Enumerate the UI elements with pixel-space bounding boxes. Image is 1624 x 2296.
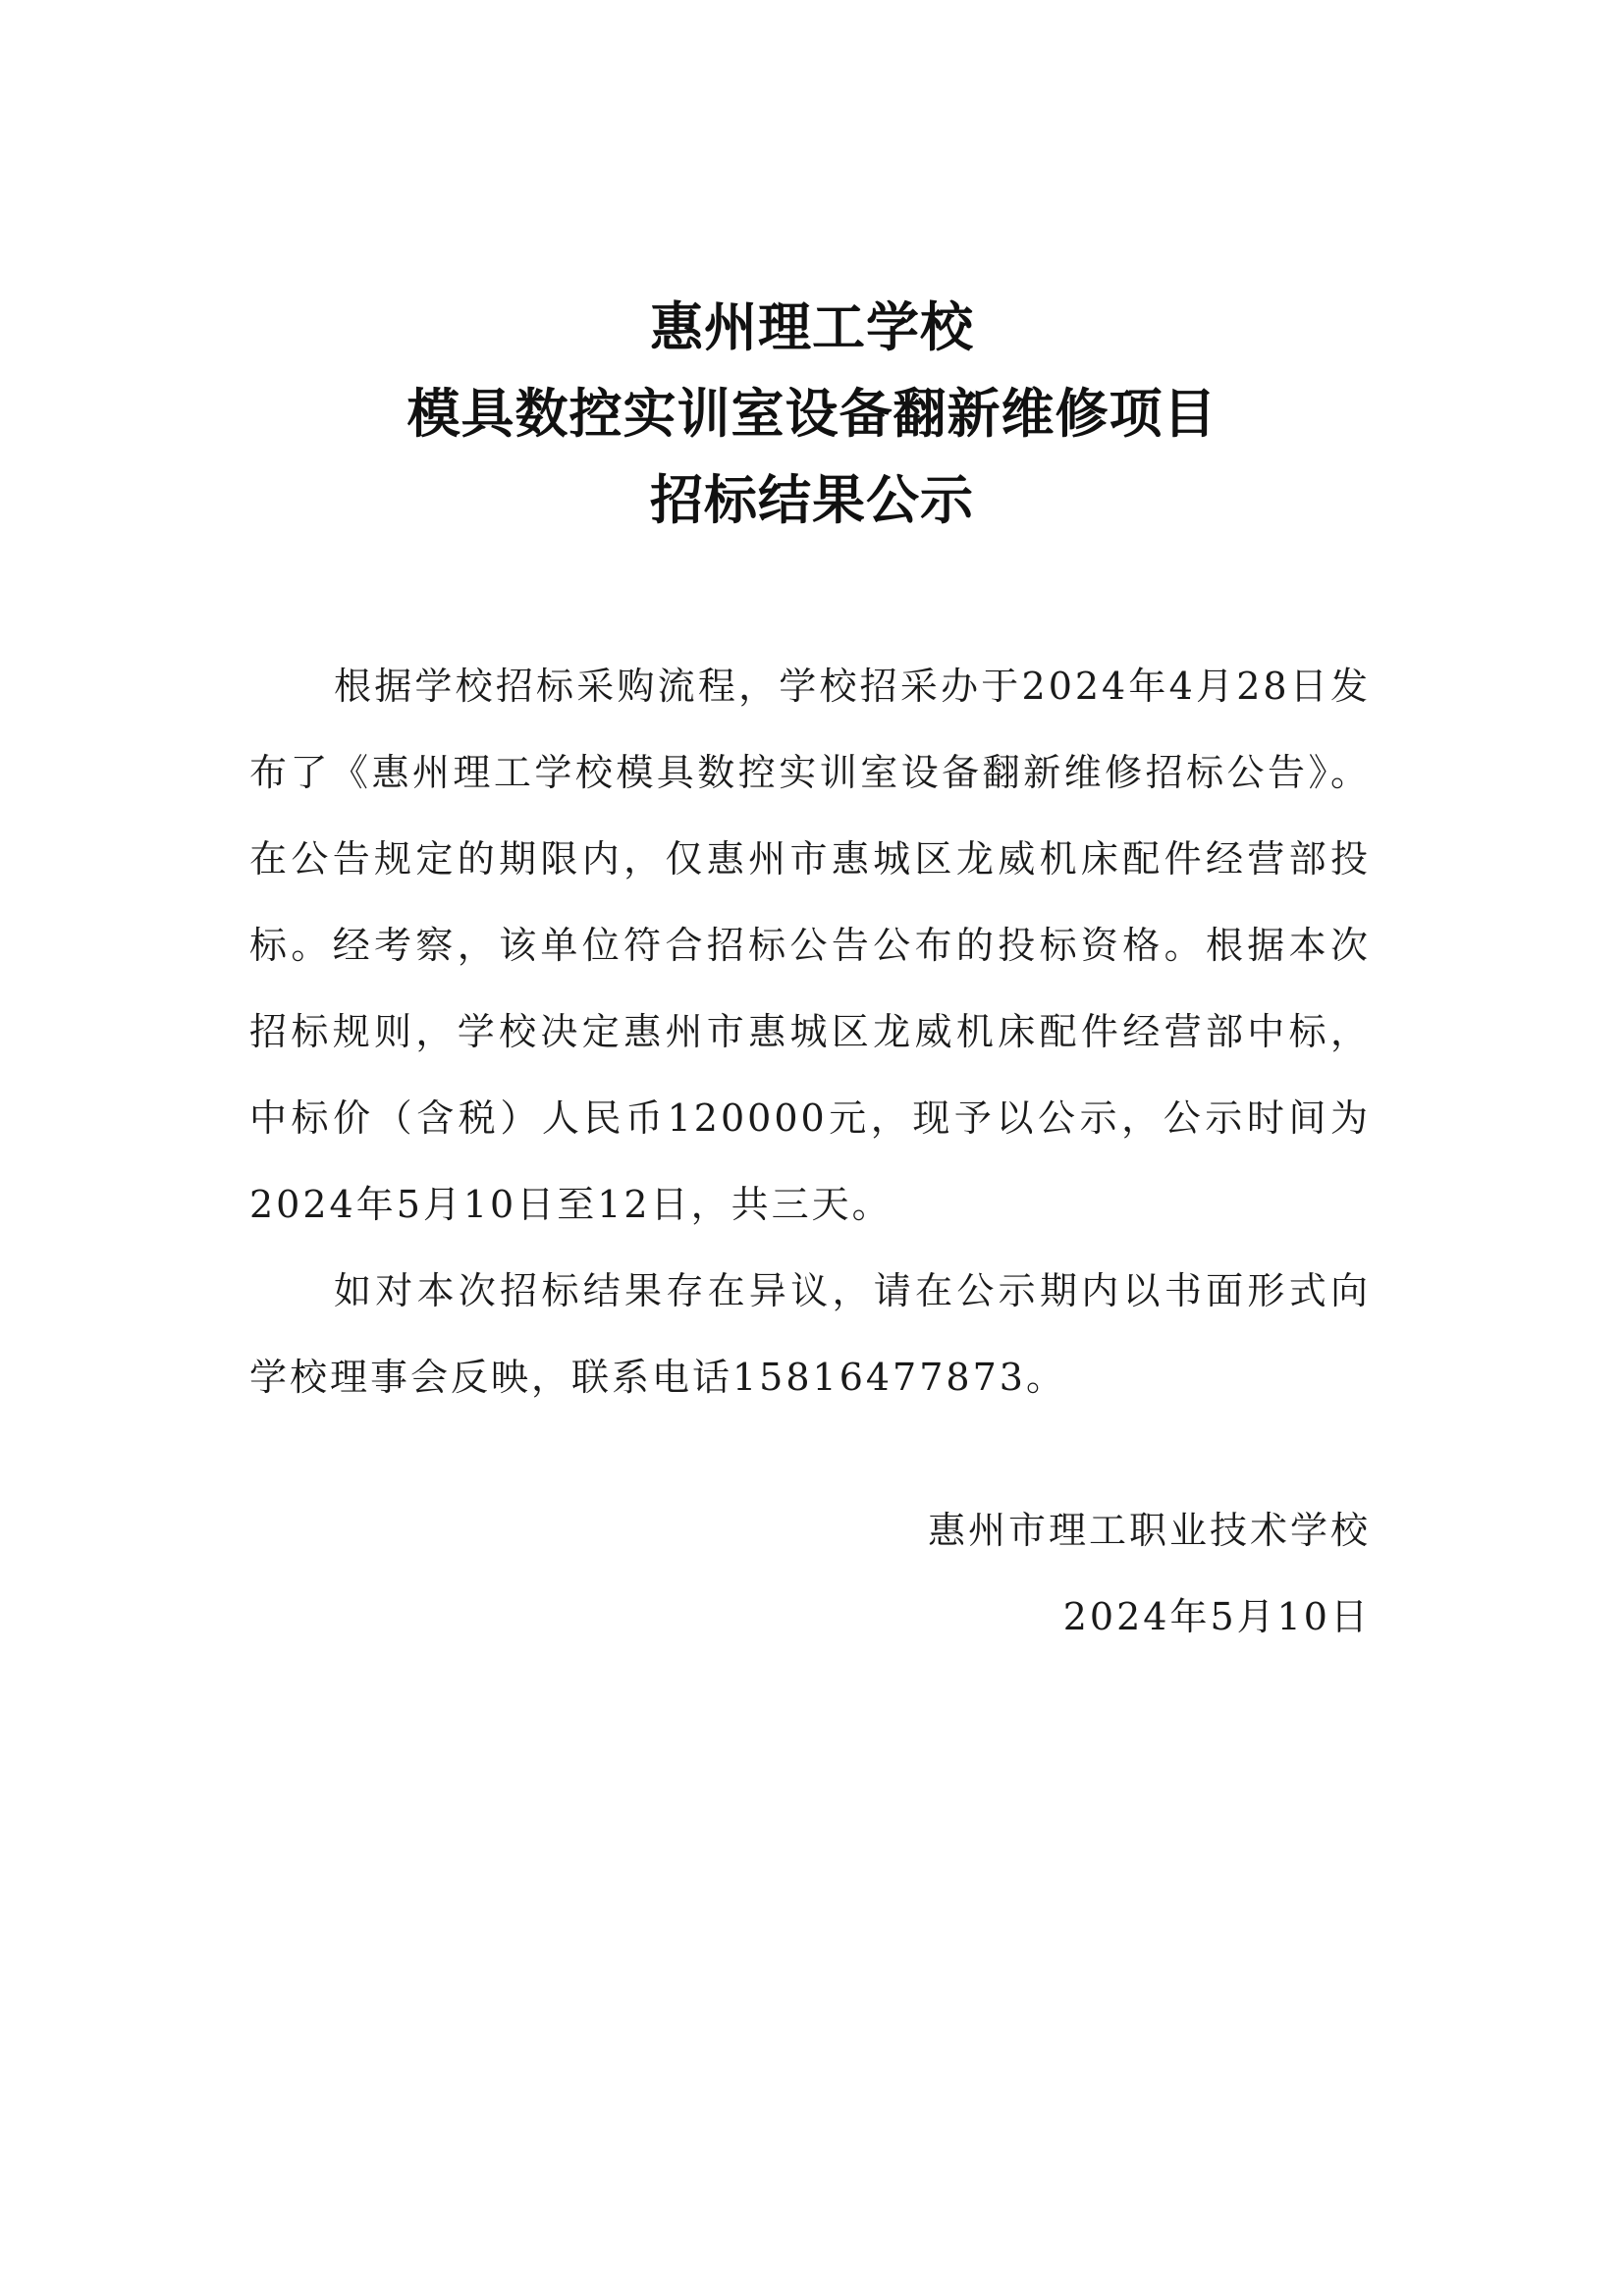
title-school-name: 惠州理工学校 bbox=[650, 296, 974, 358]
signature-block bbox=[928, 1487, 1371, 1660]
body-paragraph-objection: 如对本次招标结果存在异议，请在公示期内以书面形式向学校理事会反映，联系电话15816477873。 bbox=[249, 1269, 1371, 1399]
title-project-name: 模具数控实训室设备翻新维修项目 bbox=[406, 383, 1218, 445]
document-title bbox=[0, 285, 1624, 544]
title-announcement-type: 招标结果公示 bbox=[650, 469, 974, 531]
document-body bbox=[249, 643, 1371, 1420]
body-paragraph-result: 根据学校招标采购流程，学校招采办于2024年4月28日发布了《惠州理工学校模具数控实训室设备翻新维修招标公告》。在公告规定的期限内，仅惠州市惠城区龙威机床配件经营部投标。经考察，该单位符合招标公告公布的投标资格。根据本次招标规则，学校决定惠州市惠城区龙威机床配件经营部中标，中标价（含税）人民币120000元，现予以公示，公示时间为2024年5月10日至12日，共三天。 bbox=[249, 665, 1371, 1226]
signature-date: 2024年5月10日 bbox=[1062, 1595, 1371, 1638]
signature-organization: 惠州市理工职业技术学校 bbox=[927, 1509, 1371, 1552]
